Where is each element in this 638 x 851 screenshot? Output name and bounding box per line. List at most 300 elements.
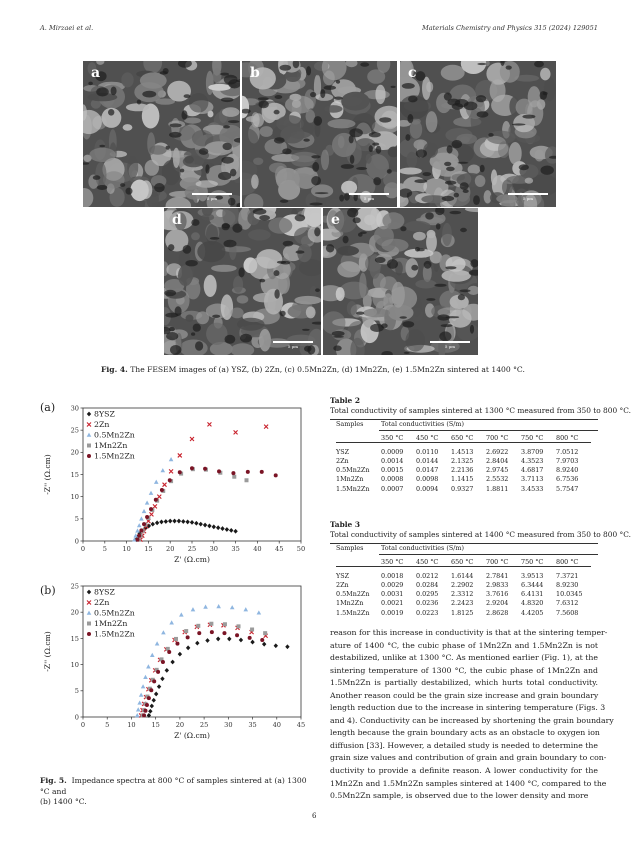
- data-point: [161, 660, 165, 664]
- y-axis-label: -Z'' (Ω.cm): [43, 631, 52, 672]
- table-cell: 0.0147: [416, 466, 439, 475]
- text-line: ductivity to provide a definite reason. A lower conductivity for the: [330, 766, 598, 776]
- data-point: [152, 698, 156, 703]
- table-cell: 3.8709: [521, 447, 544, 456]
- table-row: [336, 447, 591, 456]
- table-cell: 0.0009: [381, 447, 404, 456]
- data-point: [161, 630, 166, 634]
- data-point: [149, 491, 154, 495]
- data-point: [234, 430, 238, 434]
- data-point: [227, 637, 231, 642]
- y-tick-label: 20: [70, 448, 79, 457]
- data-point: [137, 534, 141, 538]
- chart-legend: [87, 410, 135, 461]
- data-point: [250, 627, 254, 631]
- data-point: [163, 483, 167, 487]
- sem-image-a: [83, 61, 240, 207]
- table-cell: 5.7547: [556, 484, 579, 493]
- data-point: [235, 633, 239, 637]
- data-point: [141, 684, 146, 688]
- data-point: [157, 684, 161, 689]
- data-point: [178, 453, 182, 457]
- data-point: [172, 519, 176, 524]
- data-point: [264, 425, 268, 429]
- table-cell: 0.0236: [416, 599, 439, 608]
- text-line: 0.5Mn2Zn sample, is observed due to the lower density and more: [330, 791, 589, 801]
- panel-label: e: [331, 212, 340, 228]
- scale-bar: 5 μm: [192, 193, 232, 201]
- x-tick-label: 25: [187, 545, 197, 553]
- table-cell: 4.3523: [521, 456, 544, 465]
- data-point: [169, 469, 173, 473]
- column-header: 350 °C: [381, 557, 404, 566]
- y-tick-label: 5: [74, 687, 79, 696]
- x-tick-label: 35: [231, 545, 240, 553]
- data-point: [150, 704, 154, 709]
- data-point: [186, 635, 190, 639]
- data-point: [196, 624, 200, 628]
- data-point: [135, 528, 140, 532]
- data-point: [165, 668, 169, 673]
- legend-entry: 2Zn: [94, 420, 110, 430]
- data-point: [136, 707, 141, 711]
- table-row: [336, 456, 591, 465]
- data-point: [139, 528, 143, 532]
- sample-name: 0.5Mn2Zn: [336, 590, 370, 599]
- chart-panel-label: (a): [40, 401, 56, 414]
- table-cell: 7.0512: [556, 447, 579, 456]
- table-row: [336, 599, 591, 608]
- data-point: [232, 475, 236, 479]
- data-point: [217, 469, 221, 473]
- table-cell: 0.0019: [381, 608, 404, 617]
- sem-image-b: [242, 61, 397, 207]
- running-header-authors: A. Mirzaei et al.: [40, 24, 94, 32]
- legend-entry: 0.5Mn2Zn: [94, 430, 135, 440]
- sample-name: 2Zn: [336, 456, 349, 465]
- table-label: Table 2: [330, 396, 360, 405]
- data-point: [148, 709, 152, 714]
- table-row: [336, 466, 591, 475]
- table-label: Table 3: [330, 520, 360, 529]
- x-tick-label: 20: [175, 721, 185, 729]
- legend-marker: [87, 433, 92, 437]
- data-point: [152, 679, 156, 683]
- table-cell: 0.0223: [416, 608, 439, 617]
- legend-entry: 8YSZ: [94, 587, 115, 597]
- legend-entry: 1Mn2Zn: [94, 441, 128, 451]
- impedance-chart-b: [38, 578, 310, 761]
- fig5-caption: [40, 776, 312, 808]
- table3-heading: [330, 520, 631, 540]
- data-point: [274, 473, 278, 477]
- sem-texture: [242, 61, 397, 207]
- table-cell: 0.0014: [381, 456, 404, 465]
- data-point: [178, 470, 182, 474]
- table-cell: 2.9745: [486, 466, 509, 475]
- data-point: [248, 636, 252, 640]
- table-row: [336, 475, 591, 484]
- table-cell: 7.9703: [556, 456, 579, 465]
- table-cell: 1.4513: [451, 447, 474, 456]
- x-tick-label: 40: [253, 545, 262, 553]
- y-tick-label: 10: [70, 661, 79, 669]
- x-tick-label: 15: [151, 721, 160, 729]
- legend-marker: [87, 412, 91, 417]
- data-point: [136, 538, 140, 542]
- data-point: [205, 638, 209, 643]
- impedance-chart-a: [38, 395, 310, 580]
- table-cell: 0.0008: [381, 475, 404, 484]
- table-cell: 0.0144: [416, 456, 439, 465]
- data-point: [199, 522, 203, 527]
- x-tick-label: 10: [127, 721, 136, 729]
- table-cell: 0.0094: [416, 484, 439, 493]
- x-tick-label: 15: [144, 545, 153, 553]
- y-tick-label: 15: [70, 470, 79, 479]
- table-cell: 7.5608: [556, 608, 579, 617]
- table-cell: 8.9240: [556, 466, 579, 475]
- data-point: [168, 519, 172, 524]
- panel-label: d: [172, 212, 182, 228]
- data-point: [168, 478, 172, 482]
- table-cell: 0.0098: [416, 475, 439, 484]
- data-point: [186, 645, 190, 650]
- x-tick-label: 40: [272, 721, 281, 729]
- legend-marker: [87, 444, 91, 448]
- y-tick-label: 30: [70, 404, 79, 413]
- data-point: [190, 520, 194, 525]
- table-cell: 2.6922: [486, 447, 509, 456]
- table-cell: 4.4205: [521, 608, 544, 617]
- data-point: [191, 607, 196, 611]
- table3-col-group: Total conductivities (S/m): [381, 544, 464, 552]
- data-point: [164, 519, 168, 524]
- data-point: [142, 509, 147, 513]
- table-cell: 4.8320: [521, 599, 544, 608]
- sem-image-d: [164, 208, 321, 355]
- x-tick-label: 35: [248, 721, 257, 729]
- data-point: [150, 653, 155, 657]
- table-cell: 1.8125: [451, 608, 474, 617]
- data-point: [285, 644, 289, 649]
- column-header: 800 °C: [556, 557, 579, 566]
- data-point: [225, 527, 229, 532]
- data-point: [177, 519, 181, 524]
- table-cell: 0.0110: [416, 447, 439, 456]
- data-point: [190, 466, 194, 470]
- body-paragraph: [330, 627, 614, 803]
- column-header: 450 °C: [416, 557, 439, 566]
- table-cell: 1.8811: [486, 484, 509, 493]
- x-tick-label: 45: [296, 721, 306, 729]
- table-cell: 0.0212: [416, 571, 439, 580]
- data-point: [142, 522, 146, 526]
- table-cell: 2.8404: [486, 456, 509, 465]
- y-tick-label: 25: [70, 582, 79, 591]
- table-cell: 2.2902: [451, 580, 474, 589]
- x-tick-label: 45: [275, 545, 284, 553]
- data-point: [137, 700, 142, 704]
- data-point: [143, 709, 147, 713]
- data-point: [250, 640, 254, 645]
- sem-image-e: [323, 208, 478, 355]
- data-point: [169, 457, 174, 461]
- table2-col-group: Total conductivities (S/m): [381, 420, 464, 428]
- data-point: [147, 696, 151, 700]
- data-point: [145, 515, 149, 519]
- series-0.5Mn2Zn: [132, 457, 173, 541]
- data-point: [197, 631, 201, 635]
- text-line: length because the grain boundary acts as an obstacle to oxygen ion: [330, 728, 600, 738]
- sample-name: 1Mn2Zn: [336, 475, 364, 484]
- scale-bar: 5 μm: [508, 193, 548, 201]
- table2: [336, 433, 591, 493]
- data-point: [230, 605, 235, 609]
- table-cell: 0.0021: [381, 599, 404, 608]
- table-cell: 10.0345: [556, 590, 583, 599]
- legend-entry: 2Zn: [94, 598, 110, 608]
- text-line: sintering temperature of 1300 °C, the cubic phase of 1Mn2Zn and: [330, 665, 598, 675]
- data-point: [195, 641, 199, 646]
- table-cell: 7.3721: [556, 571, 579, 580]
- data-point: [260, 470, 264, 474]
- data-point: [233, 529, 237, 534]
- data-point: [216, 525, 220, 530]
- data-point: [170, 660, 174, 665]
- legend-entry: 0.5Mn2Zn: [94, 608, 135, 618]
- y-tick-label: 25: [70, 426, 79, 435]
- data-point: [160, 676, 164, 681]
- table-cell: 0.0007: [381, 484, 404, 493]
- data-point: [237, 624, 241, 628]
- data-point: [239, 638, 243, 643]
- data-point: [142, 713, 146, 717]
- table-cell: 8.9230: [556, 580, 579, 589]
- data-point: [157, 495, 161, 499]
- data-point: [153, 504, 157, 508]
- table-title: Total conductivity of samples sintered at 1300 °C measured from 350 to 800 °C.: [330, 406, 631, 415]
- x-tick-label: 0: [80, 721, 86, 729]
- sample-name: 1.5Mn2Zn: [336, 484, 370, 493]
- table-cell: 0.0018: [381, 571, 404, 580]
- table-cell: 6.7536: [556, 475, 579, 484]
- data-point: [154, 480, 159, 484]
- column-header: 350 °C: [381, 433, 404, 442]
- plot-area: [83, 586, 301, 717]
- sem-image-c: [400, 61, 556, 207]
- data-point: [260, 638, 264, 642]
- data-point: [274, 643, 278, 648]
- legend-marker: [87, 632, 91, 636]
- table3-col-samples: Samples: [336, 544, 364, 552]
- table-cell: 0.0295: [416, 590, 439, 599]
- sample-name: 1.5Mn2Zn: [336, 608, 370, 617]
- table-cell: 2.7841: [486, 571, 509, 580]
- data-point: [216, 604, 221, 608]
- data-point: [145, 500, 150, 504]
- y-tick-label: 0: [74, 537, 79, 546]
- data-point: [243, 607, 248, 611]
- table-cell: 2.8628: [486, 608, 509, 617]
- x-tick-label: 10: [122, 545, 131, 553]
- data-point: [246, 470, 250, 474]
- data-point: [209, 622, 213, 626]
- table-row: [336, 571, 591, 580]
- legend-marker: [87, 601, 91, 605]
- data-point: [174, 637, 178, 641]
- table-cell: 2.2423: [451, 599, 474, 608]
- legend-entry: 1.5Mn2Zn: [94, 629, 135, 639]
- data-point: [212, 524, 216, 529]
- table-row: [336, 484, 591, 493]
- sample-name: 0.5Mn2Zn: [336, 466, 370, 475]
- series-1.5Mn2Zn: [136, 466, 278, 541]
- legend-marker: [87, 622, 91, 626]
- sample-name: 1Mn2Zn: [336, 599, 364, 608]
- column-header: 650 °C: [451, 433, 474, 442]
- data-point: [159, 520, 163, 525]
- data-point: [135, 713, 140, 717]
- data-point: [139, 516, 144, 520]
- x-tick-label: 25: [199, 721, 209, 729]
- chart-legend: [87, 588, 135, 639]
- panel-label: c: [408, 65, 417, 81]
- data-point: [203, 467, 207, 471]
- data-point: [203, 605, 208, 609]
- sem-texture: [83, 61, 240, 207]
- data-point: [194, 521, 198, 526]
- legend-entry: 1Mn2Zn: [94, 619, 128, 629]
- text-line: diffusion [33]. However, a detailed study is needed to determine the: [330, 740, 598, 750]
- data-point: [149, 688, 153, 692]
- x-tick-label: 5: [105, 721, 110, 729]
- data-point: [155, 641, 160, 645]
- data-point: [139, 693, 144, 697]
- column-header: 450 °C: [416, 433, 439, 442]
- column-header: 700 °C: [486, 557, 509, 566]
- text-line: ature of 1400 °C, the cubic phase of 1Mn2Zn and 1.5Mn2Zn is not: [330, 640, 598, 650]
- data-point: [210, 630, 214, 634]
- data-point: [156, 670, 160, 674]
- data-point: [155, 520, 159, 525]
- table3: [336, 557, 591, 617]
- caption-label: Fig. 4.: [101, 365, 128, 374]
- table2-col-samples: Samples: [336, 420, 364, 428]
- x-tick-label: 30: [209, 545, 218, 553]
- table-row: [336, 608, 591, 617]
- data-point: [160, 488, 164, 492]
- data-point: [216, 637, 220, 642]
- data-point: [220, 526, 224, 531]
- data-point: [207, 422, 211, 426]
- table-cell: 4.6817: [521, 466, 544, 475]
- table-title: Total conductivity of samples sintered at 1400 °C measured from 350 to 800 °C.: [330, 530, 631, 539]
- data-point: [154, 692, 158, 697]
- scale-bar: 5 μm: [273, 341, 313, 349]
- series-1Mn2Zn: [141, 622, 268, 718]
- x-tick-label: 0: [80, 545, 86, 553]
- column-header: 750 °C: [521, 433, 544, 442]
- x-tick-label: 5: [102, 545, 107, 553]
- table-cell: 2.9833: [486, 580, 509, 589]
- table-cell: 0.0029: [381, 580, 404, 589]
- y-tick-label: 15: [70, 634, 79, 643]
- page-number: 6: [312, 812, 317, 820]
- sem-texture: [164, 208, 321, 355]
- data-point: [257, 610, 262, 614]
- data-point: [263, 631, 267, 635]
- data-point: [146, 664, 151, 668]
- data-point: [167, 650, 171, 654]
- text-line: destabilized, unlike at 1300 °C. As mentioned earlier (Fig. 1), at the: [330, 653, 598, 663]
- data-point: [154, 498, 158, 502]
- data-point: [223, 622, 227, 626]
- table-cell: 7.6312: [556, 599, 579, 608]
- fig4-caption: [101, 365, 525, 376]
- chart-panel-label: (b): [40, 584, 56, 597]
- sample-name: 2Zn: [336, 580, 349, 589]
- text-line: 1.5Mn2Zn is partially destabilized, which hurts total conductivity.: [330, 678, 598, 688]
- table-cell: 2.5532: [486, 475, 509, 484]
- table2-heading: [330, 396, 631, 416]
- data-point: [222, 631, 226, 635]
- table-cell: 3.4533: [521, 484, 544, 493]
- x-axis-label: Z' (Ω.cm): [174, 731, 210, 740]
- text-line: length reduction due to the increase in sintering temperature (Figs. 3: [330, 703, 606, 713]
- table-cell: 2.1325: [451, 456, 474, 465]
- legend-entry: 8YSZ: [94, 409, 115, 419]
- table-cell: 2.2136: [451, 466, 474, 475]
- table-cell: 3.9513: [521, 571, 544, 580]
- text-line: 1Mn2Zn and 1.5Mn2Zn samples sintered at 1400 °C, compared to the: [330, 778, 607, 788]
- x-axis-label: Z' (Ω.cm): [174, 555, 210, 564]
- data-point: [137, 523, 142, 527]
- table-cell: 6.4131: [521, 590, 544, 599]
- column-header: 700 °C: [486, 433, 509, 442]
- legend-marker: [87, 423, 91, 427]
- data-point: [151, 522, 155, 527]
- panel-label: a: [91, 65, 101, 81]
- scale-bar: 5 μm: [430, 341, 470, 349]
- data-point: [184, 629, 188, 633]
- data-point: [175, 642, 179, 646]
- y-tick-label: 10: [70, 493, 79, 502]
- sample-name: YSZ: [336, 571, 350, 580]
- table-cell: 0.9327: [451, 484, 474, 493]
- data-point: [203, 523, 207, 528]
- x-tick-label: 20: [166, 545, 175, 553]
- sem-texture: [400, 61, 556, 207]
- x-tick-label: 30: [224, 721, 233, 729]
- panel-label: b: [250, 65, 260, 81]
- table-cell: 2.9204: [486, 599, 509, 608]
- table-row: [336, 580, 591, 589]
- data-point: [231, 471, 235, 475]
- data-point: [262, 642, 266, 647]
- y-tick-label: 0: [74, 713, 79, 722]
- data-point: [169, 620, 174, 624]
- caption-line: Impedance spectra at 800 °C of samples sintered at (a) 1300 °C and: [40, 776, 307, 796]
- x-tick-label: 50: [296, 545, 306, 553]
- table-cell: 6.3444: [521, 580, 544, 589]
- data-point: [160, 468, 165, 472]
- legend-entry: 1.5Mn2Zn: [94, 451, 135, 461]
- text-line: and 4). Conductivity can be increased by shortening the grain boundary: [330, 715, 614, 725]
- table-cell: 0.0031: [381, 590, 404, 599]
- table-cell: 1.1415: [451, 475, 474, 484]
- table-cell: 3.7113: [521, 475, 544, 484]
